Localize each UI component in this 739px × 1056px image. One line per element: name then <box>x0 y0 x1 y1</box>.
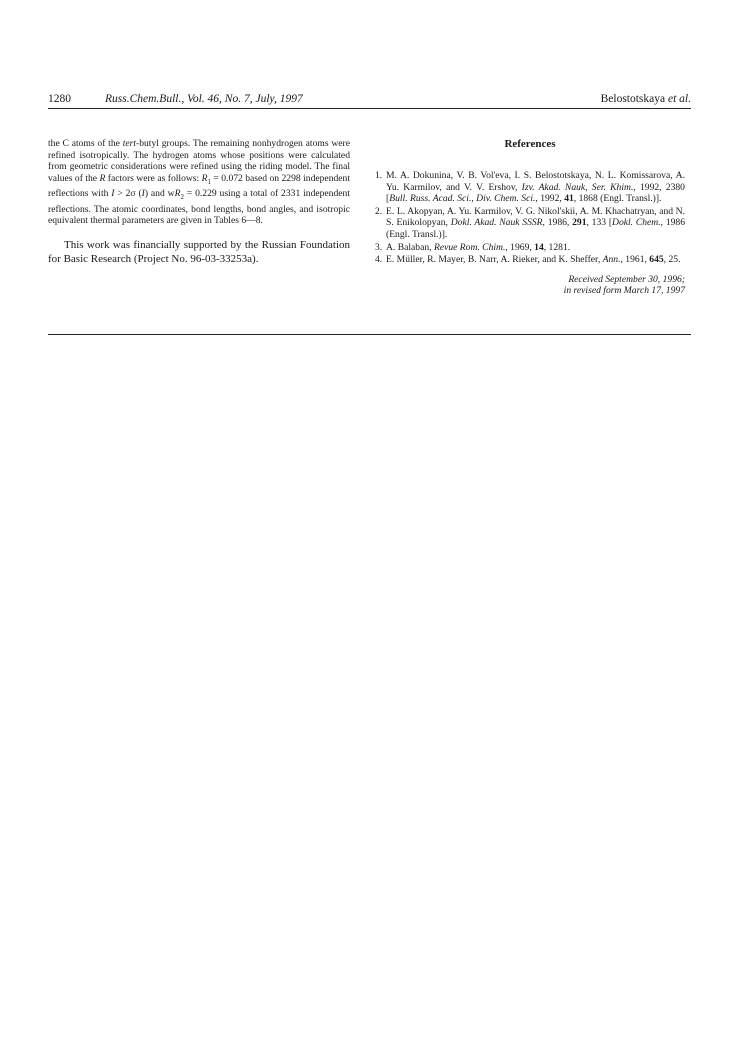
journal-citation: Russ.Chem.Bull., Vol. 46, No. 7, July, 1997 <box>105 93 303 105</box>
reference-number: 2. <box>375 205 383 217</box>
left-column <box>48 138 350 266</box>
reference-number: 3. <box>375 241 383 253</box>
reference-item <box>375 254 685 266</box>
reference-text: M. A. Dokunina, V. B. Vol'eva, I. S. Belostotskaya, N. L. Komissarova, A. Yu. Karmilov, and V. V. Ershov, Izv. Akad. Nauk, Ser. Khim., 1992, 2380 [Bull. Russ. Acad. Sci., Div. Chem. Sci., 1992, 41, 1868 (Engl. Transl.)]. <box>386 170 685 205</box>
footer-rule <box>48 334 691 335</box>
right-column <box>375 138 685 297</box>
header-rule <box>48 108 691 109</box>
reference-text: E. L. Akopyan, A. Yu. Karmilov, V. G. Nikol'skii, A. M. Khachatryan, and N. S. Enikolopyan, Dokl. Akad. Nauk SSSR, 1986, 291, 133 [Dokl. Chem., 1986 (Engl. Transl.)]. <box>386 205 686 240</box>
received-dates <box>375 274 685 297</box>
reference-item <box>375 170 685 205</box>
running-authors: Belostotskaya et al. <box>600 93 691 105</box>
reference-number: 1. <box>375 170 383 181</box>
reference-list <box>375 170 685 266</box>
reference-number: 4. <box>375 254 383 266</box>
reference-item <box>375 206 685 241</box>
acknowledgement-paragraph: This work was financially supported by the Russian Foundation for Basic Research (Project No. 96-03-33253a). <box>48 238 350 265</box>
body-paragraph-methods: the C atoms of the tert-butyl groups. The remaining nonhydrogen atoms were refined isotropically. The hydrogen atoms whose positions were calculated from geometric considerations were refined using the riding model. The final values of the R factors were as follows: $R_1 = 0.072$ based on 2298 independent reflections with I > 2σ (I) and $wR_2 = 0.229$ using a total of 2331 independent reflections. The atomic coordinates, bond lengths, bond angles, and isotropic equivalent thermal parameters are given in Tables 6—8. <box>48 138 351 227</box>
received-date: Received September 30, 1996; <box>568 273 685 285</box>
reference-text: A. Balaban, Revue Rom. Chim., 1969, 14, 1281. <box>386 241 571 253</box>
revised-date: in revised form March 17, 1997 <box>563 285 685 297</box>
reference-text: E. Müller, R. Mayer, B. Narr, A. Rieker, and K. Sheffer, Ann., 1961, 645, 25. <box>386 254 681 266</box>
reference-item <box>375 242 685 254</box>
running-header <box>48 90 691 108</box>
page-number: 1280 <box>48 93 71 105</box>
references-heading: References <box>504 138 556 150</box>
